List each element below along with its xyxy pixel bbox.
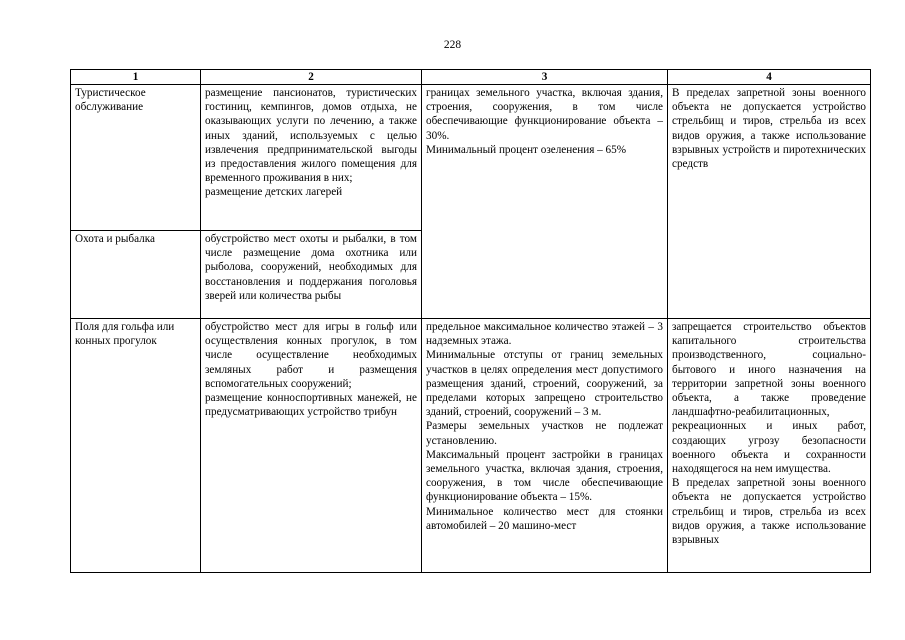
restriction-text: В пределах запретной зоны военного объекта не допускается устройство стрельбищ и тиров, стрельба из всех видов оружия, а также использование взрывных <box>672 477 866 547</box>
land-use-description-cell <box>201 85 422 231</box>
land-use-type-cell <box>71 231 201 319</box>
land-use-description: обустройство мест охоты и рыбалки, в том числе размещение дома охотника или рыболова, сооружений, необходимых для восстановления и поддержания поголовья зверей или количества рыбы <box>205 233 417 302</box>
restriction-text: В пределах запретной зоны военного объекта не допускается устройство стрельбищ и тиров, стрельба из всех видов оружия, а также использование взрывных устройств и пиротехнических средств <box>672 87 866 171</box>
land-use-description: размещение детских лагерей <box>205 186 343 199</box>
restriction-text: рекреационных и иных работ, создающих угрозу безопасности военного объекта и сохранности находящегося на нем имущества. <box>672 420 866 476</box>
restrictions-cell <box>668 85 871 319</box>
parameter-text: предельное максимальное количество этажей – 3 надземных этажа. <box>426 321 663 348</box>
parameter-text: Максимальный процент застройки в границах земельного участка, включая здания, строения, сооружения, в том числе обеспечивающие функционирование объекта – 15%. <box>426 448 663 504</box>
parameter-text: Минимальное количество мест для стоянки автомобилей – 20 машино-мест <box>426 505 663 532</box>
parameter-text: Минимальные отступы от границ земельных участков в целях определения мест допустимого размещения зданий, строений, сооружений, за пределами которых запрещено строительство зданий, строений, сооружений – 3 м. <box>426 349 663 419</box>
parameters-cell <box>422 319 668 573</box>
land-use-type: Охота и рыбалка <box>75 233 155 245</box>
parameter-text: Минимальный процент озеленения – 65% <box>426 143 627 156</box>
column-header-2: 2 <box>201 70 422 85</box>
table-row <box>71 319 871 573</box>
land-use-table <box>70 69 871 573</box>
table-row <box>71 85 871 231</box>
parameters-cell <box>422 85 668 319</box>
column-header-4: 4 <box>668 70 871 85</box>
land-use-type-cell <box>71 319 201 573</box>
parameter-text: Размеры земельных участков не подлежат установлению. <box>426 420 663 447</box>
land-use-description: размещение пансионатов, туристических гостиниц, кемпингов, домов отдыха, не оказывающих услуги по лечению, а также иных зданий, используемых с целью извлечения предпринимательской выгоды из предоставления жилого помещения для временного проживания в них; <box>205 87 417 185</box>
land-use-description: размещение конноспортивных манежей, не предусматривающих устройство трибун <box>205 392 417 419</box>
parameter-text: границах земельного участка, включая здания, строения, сооружения, в том числе обеспечивающие функционирование объекта – 30%. <box>426 87 663 142</box>
restriction-text: запрещается строительство объектов капитального строительства производственного, социально-бытового и иного назначения на территории запретной зоны военного объекта, а также проведение ландшафтно-реабилитационных, <box>672 321 866 419</box>
land-use-type-cell <box>71 85 201 231</box>
land-use-type: Туристическое обслуживание <box>75 87 146 114</box>
land-use-description: обустройство мест для игры в гольф или осуществления конных прогулок, в том числе осуществление необходимых земляных работ и размещения вспомогательных сооружений; <box>205 321 417 390</box>
column-header-3: 3 <box>422 70 668 85</box>
land-use-description-cell <box>201 231 422 319</box>
page-number: 228 <box>443 39 462 51</box>
restrictions-cell <box>668 319 871 573</box>
land-use-type: Поля для гольфа или конных прогулок <box>75 321 175 348</box>
table-header-row <box>71 70 871 85</box>
land-use-description-cell <box>201 319 422 573</box>
column-header-1: 1 <box>71 70 201 85</box>
